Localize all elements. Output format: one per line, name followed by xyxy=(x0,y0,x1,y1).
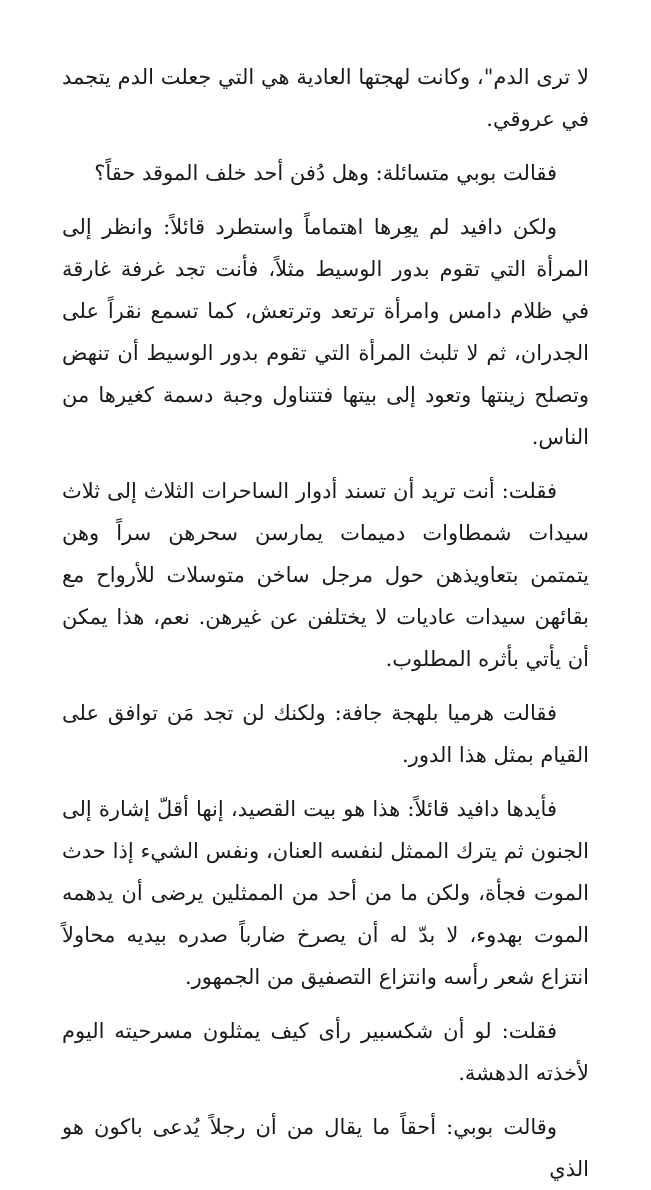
paragraph-david-madness: فأيدها دافيد قائلاً: هذا هو بيت القصيد، إنها أقلّ إشارة إلى الجنون ثم يترك الممثل لنفسه العنان، ونفس الشيء إذا حدث الموت فجأة، ولكن ما من أحد من الممثلين يرضى أن يدهمه الموت بهدوء، لا بدّ له أن يصرخ ضارباً صدره بيديه محاولاً انتزاع شعر رأسه وانتزاع التصفيق من الجمهور. xyxy=(62,797,589,989)
paragraph-witches: فقلت: أنت تريد أن تسند أدوار الساحرات الثلاث إلى ثلاث سيدات شمطاوات دميمات يمارسن سحرهن سراً وهن يتمتمن بتعاويذهن حول مرجل ساخن متوسلات للأرواح مع بقائهن سيدات عاديات لا يختلفن عن غيرهن. نعم، هذا يمكن أن يأتي بأثره المطلوب. xyxy=(62,479,589,671)
paragraph-bacon: وقالت بوبي: أحقاً ما يقال من أن رجلاً يُدعى باكون هو الذي xyxy=(62,1115,589,1181)
paragraph-hermia: فقالت هرميا بلهجة جافة: ولكنك لن تجد مَن توافق على القيام بمثل هذا الدور. xyxy=(62,701,589,767)
paragraph-continuation: لا ترى الدم"، وكانت لهجتها العادية هي التي جعلت الدم يتجمد في عروقي. xyxy=(62,65,589,131)
paragraph-bobby-question: فقالت بوبي متسائلة: وهل دُفن أحد خلف الموقد حقاً؟ xyxy=(94,161,557,185)
paragraph-david-medium: ولكن دافيد لم يعِرها اهتماماً واستطرد قائلاً: وانظر إلى المرأة التي تقوم بدور الوسيط مثلاً، فأنت تجد غرفة غارقة في ظلام دامس وامرأة ترتعد وترتعش، كما تسمع نقراً على الجدران، ثم لا تلبث المرأة التي تقوم بدور الوسيط أن تنهض وتصلح زينتها وتعود إلى بيتها فتتناول وجبة دسمة كغيرها من الناس. xyxy=(62,215,589,449)
paragraph-shakespeare: فقلت: لو أن شكسبير رأى كيف يمثلون مسرحيته اليوم لأخذته الدهشة. xyxy=(62,1019,589,1085)
